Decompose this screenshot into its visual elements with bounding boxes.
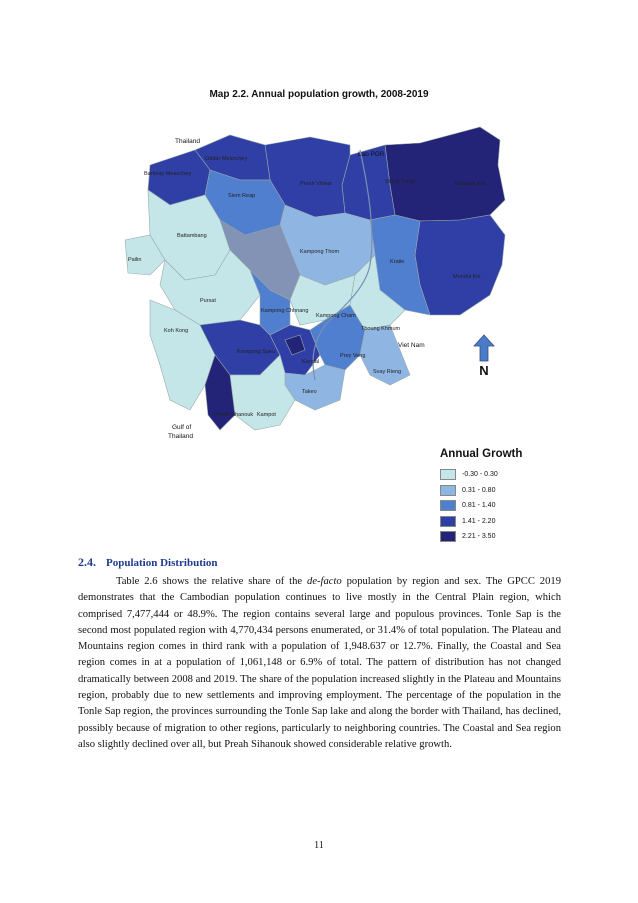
legend-item	[440, 498, 550, 514]
body-paragraph: Table 2.6 shows the relative share of the de-facto population by region and sex. The GPCC 2019 demonstrates that the Cambodian population continues to live mostly in the Central Plain region, which comprised 7,477,444 or 48.9%. The region contains several large and populous provinces. Tonle Sap is the second most populated region with 4,770,434 persons enumerated, or 31.4% of total population. The Plateau and Mountains region comes in third rank with a population of 1,948.637 or 12.7%. Finally, the Coastal and Sea region comes in at a population of 1,061,148 or 6.9% of total. The pattern of distribution has not changed dramatically between 2008 and 2019. The share of the population increased slightly in the Plateau and Mountains region, probably due to new settlements and improving employment. The percentage of the population in the Tonle Sap region, the provinces surrounding the Tonle Sap lake and along the border with Thailand, has declined, possibly because of migration to other regions, particularly to neighboring countries. The Coastal and Sea region also slightly declined over all, but Preah Sihanouk showed considerable relative growth.	[78, 576, 561, 750]
label-preah-vihear: Preah Vihear	[300, 181, 333, 187]
label-lao: Lao PDR	[358, 151, 385, 158]
legend-label: 0.31 - 0.80	[462, 486, 496, 494]
label-takeo: Takeo	[302, 389, 317, 395]
label-kandal: Kandal	[302, 359, 320, 365]
label-pailin: Pailin	[128, 257, 142, 263]
north-arrow-icon	[469, 333, 499, 363]
label-kampong-cham: Kampong Cham	[316, 313, 356, 319]
legend-label: 2.21 - 3.50	[462, 533, 496, 541]
label-oddar-meanchey: Oddar Meanchey	[205, 156, 248, 162]
label-kampong-chhnang: Kampong Chhnang	[261, 308, 309, 314]
section-heading	[78, 555, 218, 570]
page-number: 11	[314, 840, 324, 851]
emphasis-de-facto: de-facto	[307, 576, 342, 587]
label-tboung-khmum: Tboung Khmum	[361, 326, 401, 332]
label-kampong-speu: Kampong Speu	[237, 349, 275, 355]
label-svay-rieng: Svay Rieng	[373, 369, 402, 375]
label-gulf-1: Gulf of	[172, 424, 192, 431]
label-gulf-2: Thailand	[168, 433, 193, 440]
map-legend	[440, 448, 550, 545]
legend-swatch	[440, 485, 456, 496]
legend-swatch	[440, 500, 456, 511]
legend-label: 0.81 - 1.40	[462, 502, 496, 510]
label-kampong-thom: Kampong Thom	[300, 249, 340, 255]
legend-swatch	[440, 516, 456, 527]
section-number: 2.4.	[78, 555, 96, 569]
legend-title: Annual Growth	[440, 448, 523, 460]
province-ratanak-kiri	[385, 127, 505, 221]
province-mondul-kiri	[415, 215, 505, 315]
cambodia-map	[120, 125, 520, 465]
label-stung-treng: Stung Treng	[385, 179, 415, 185]
label-pursat: Pursat	[200, 298, 216, 304]
legend-item	[440, 483, 550, 499]
label-preah-sihanouk: Preah Sihanouk	[214, 412, 254, 418]
legend-swatch	[440, 531, 456, 542]
province-svay-rieng	[360, 325, 410, 385]
label-koh-kong: Koh Kong	[164, 328, 189, 334]
label-siem-reap: Siem Reap	[228, 193, 256, 199]
label-kampot: Kampot	[257, 412, 276, 418]
label-prey-veng: Prey Veng	[340, 353, 366, 359]
map-title: Map 2.2. Annual population growth, 2008-2019	[209, 89, 429, 100]
legend-label: 1.41 - 2.20	[462, 517, 496, 525]
label-battambang: Battambang	[177, 233, 207, 239]
legend-item	[440, 514, 550, 530]
legend-label: -0.30 - 0.30	[462, 471, 498, 479]
north-label: N	[479, 363, 489, 378]
label-banteay-meanchey: Banteay Meanchey	[144, 171, 192, 177]
legend-item	[440, 529, 550, 545]
section-title: Population Distribution	[106, 557, 218, 569]
label-ratanak-kiri: Ratanak Kiri	[455, 181, 485, 187]
legend-item	[440, 467, 550, 483]
label-thailand: Thailand	[175, 138, 200, 145]
label-mondul-kiri: Mondul Kiri	[453, 274, 481, 280]
label-kratie: Kratie	[390, 259, 405, 265]
label-vietnam: Viet Nam	[398, 342, 425, 349]
north-arrow	[469, 333, 499, 381]
legend-swatch	[440, 469, 456, 480]
